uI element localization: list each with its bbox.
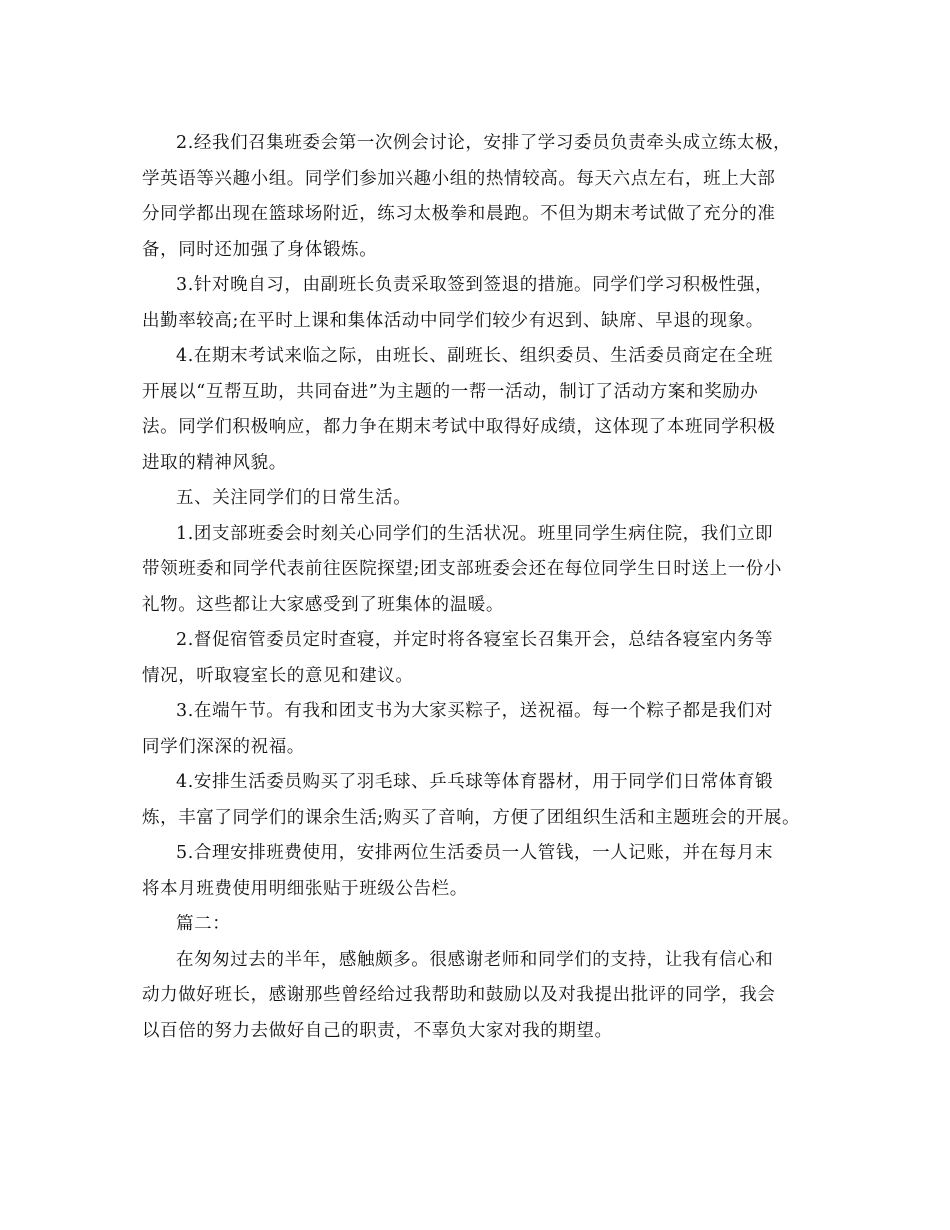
paragraph-part-two-intro bbox=[142, 943, 812, 1050]
document-body bbox=[142, 126, 812, 1049]
paragraph-learning-item-2 bbox=[142, 126, 812, 268]
paragraph-life-item-3 bbox=[142, 694, 812, 765]
text-line: 3.在端午节。有我和团支书为大家买粽子，送祝福。每一个粽子都是我们对 bbox=[176, 701, 774, 721]
text-line: 3.针对晚自习，由副班长负责采取签到签退的措施。同学们学习积极性强， bbox=[176, 275, 774, 295]
text-line: 4.安排生活委员购买了羽毛球、乒乓球等体育器材，用于同学们日常体育锻 bbox=[176, 772, 774, 792]
text-line: 进取的精神风貌。 bbox=[142, 452, 287, 473]
text-line: 法。同学们积极响应，都力争在期末考试中取得好成绩，这体现了本班同学积极 bbox=[142, 417, 776, 437]
text-line: 分同学都出现在篮球场附近，练习太极拳和晨跑。不但为期末考试做了充分的准 bbox=[142, 204, 776, 224]
text-line: 5.合理安排班费使用，安排两位生活委员一人管钱，一人记账，并在每月末 bbox=[176, 843, 774, 863]
paragraph-life-item-2 bbox=[142, 623, 812, 694]
paragraph-life-item-1 bbox=[142, 517, 812, 624]
text-line: 1.团支部班委会时刻关心同学们的生活状况。班里同学生病住院，我们立即 bbox=[176, 523, 774, 544]
text-line: 4.在期末考试来临之际，由班长、副班长、组织委员、生活委员商定在全班 bbox=[176, 346, 774, 366]
text-line: 情况，听取寝室长的意见和建议。 bbox=[142, 665, 414, 686]
text-line: 2.督促宿管委员定时查寝，并定时将各寝室长召集开会，总结各寝室内务等 bbox=[176, 630, 774, 650]
text-line: 备，同时还加强了身体锻炼。 bbox=[142, 239, 378, 260]
text-line: 炼，丰富了同学们的课余生活;购买了音响，方便了团组织生活和主题班会的开展。 bbox=[142, 807, 801, 828]
paragraph-learning-item-4 bbox=[142, 339, 812, 481]
text-line: 同学们深深的祝福。 bbox=[142, 736, 305, 757]
section-heading-part-two bbox=[142, 907, 812, 943]
text-line: 开展以“互帮互助，共同奋进”为主题的一帮一活动，制订了活动方案和奖励办 bbox=[142, 381, 759, 402]
text-line: 以百倍的努力去做好自己的职责，不辜负大家对我的期望。 bbox=[142, 1020, 613, 1041]
text-line: 动力做好班长，感谢那些曾经给过我帮助和鼓励以及对我提出批评的同学，我会 bbox=[142, 985, 776, 1005]
text-line: 学英语等兴趣小组。同学们参加兴趣小组的热情较高。每天六点左右，班上大部 bbox=[142, 168, 776, 189]
text-line: 礼物。这些都让大家感受到了班集体的温暖。 bbox=[142, 594, 504, 615]
text-line: 出勤率较高;在平时上课和集体活动中同学们较少有迟到、缺席、早退的现象。 bbox=[142, 310, 764, 331]
heading-line: 篇二： bbox=[176, 914, 231, 934]
paragraph-life-item-4 bbox=[142, 765, 812, 836]
section-heading-five bbox=[142, 481, 812, 517]
paragraph-learning-item-3 bbox=[142, 268, 812, 339]
text-line: 带领班委和同学代表前往医院探望;团支部班委会还在每位同学生日时送上一份小 bbox=[142, 559, 782, 579]
text-line: 2.经我们召集班委会第一次例会讨论，安排了学习委员负责牵头成立练太极， bbox=[176, 133, 792, 153]
heading-line: 五、关注同学们的日常生活。 bbox=[176, 488, 412, 508]
text-line: 在匆匆过去的半年，感触颇多。很感谢老师和同学们的支持，让我有信心和 bbox=[176, 949, 774, 970]
paragraph-life-item-5 bbox=[142, 836, 812, 907]
text-line: 将本月班费使用明细张贴于班级公告栏。 bbox=[142, 878, 468, 899]
